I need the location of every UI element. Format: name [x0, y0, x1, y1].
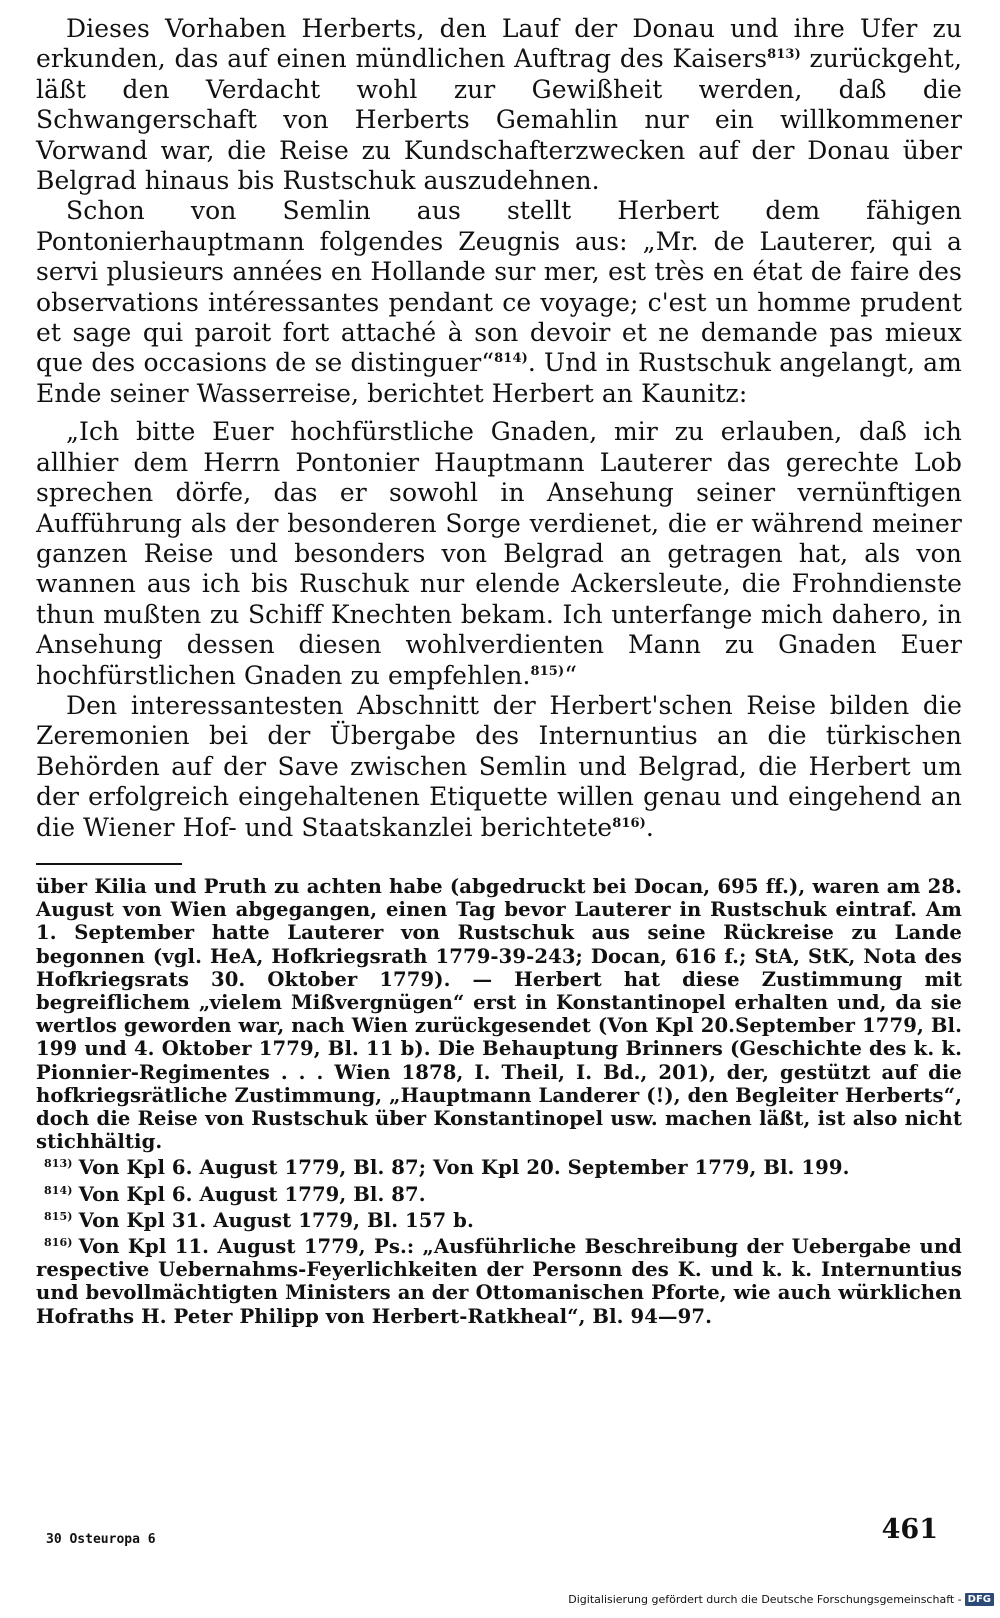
signature-mark: 30 Osteuropa 6	[46, 1532, 156, 1547]
page-body	[36, 14, 962, 1328]
footnote-815: $^{815)}$ Von Kpl 31. August 1779, Bl. 157 b.	[44, 1208, 474, 1232]
footnote-ref-814: 814)	[494, 351, 528, 367]
footnote-814: $^{814)}$ Von Kpl 6. August 1779, Bl. 87.	[44, 1182, 426, 1206]
footnote-continuation: über Kilia und Pruth zu achten habe (abgedruckt bei Docan, 695 ff.), waren am 28. August von Wien abgegangen, einen Tag bevor Lauterer in Rustschuk eintraf. Am 1. September hatte Lauterer von Rustschuk aus seine Rückreise zu Lande begonnen (vgl. HeA, Hofkriegsrath 1779-39-243; Docan, 616 f.; StA, StK, Nota des Hofkriegsrats 30. Oktober 1779). — Herbert hat diese Zustimmung mit begreiflichem „vielem Mißvergnügen“ erst in Konstantinopel erhalten und, da sie wertlos geworden war, nach Wien zurückgesendet (Von Kpl 20.September 1779, Bl. 199 und 4. Oktober 1779, Bl. 11 b). Die Behauptung Brinners (Geschichte des k. k. Pionnier-Regimentes . . . Wien 1878, I. Theil, I. Bd., 201), der, gestützt auf die hofkriegsrätliche Zustimmung, „Hauptmann Landerer (!), den Begleiter Herberts“, doch die Reise von Rustschuk über Konstantinopel usw. machen läßt, ist also nicht stichhältig.	[36, 874, 962, 1154]
page-number: 461	[881, 1514, 938, 1545]
paragraph-1: Dieses Vorhaben Herberts, den Lauf der Donau und ihre Ufer zu erkunden, das auf einen mündlichen Auftrag des Kaisers$^{813)}$ zurückgeht, läßt den Verdacht wohl zur Gewißheit werden, daß die Schwangerschaft von Herberts Gemahlin nur ein willkommener Vorwand war, die Reise zu Kundschafterzwecken auf der Donau über Belgrad hinaus bis Rustschuk auszudehnen.	[36, 14, 962, 196]
footnote-ref-815: 815)	[530, 663, 565, 679]
paragraph-2: Schon von Semlin aus stellt Herbert dem fähigen Pontonierhauptmann folgendes Zeugnis aus: „Mr. de Lauterer, qui a servi plusieurs années en Hollande sur mer, est très en état de faire des observations intéressantes pendant ce voyage; c'est un homme prudent et sage qui paroit fort attaché à son devoir et ne demande pas mieux que des occasions de se distinguer“$^{814)}$. Und in Rustschuk angelangt, am Ende seiner Wasserreise, berichtet Herbert an Kaunitz:	[36, 196, 962, 408]
main-text	[36, 14, 962, 843]
digitization-notice	[568, 1593, 994, 1606]
footnote-divider	[36, 863, 182, 865]
digitization-text: Digitalisierung gefördert durch die Deutsche Forschungsgemeinschaft -	[568, 1593, 962, 1606]
footnotes	[36, 875, 962, 1328]
footnote-816: $^{816)}$ Von Kpl 11. August 1779, Ps.: „Ausführliche Beschreibung der Uebergabe und respective Uebernahms-Feyerlichkeiten der Personn des K. und k. k. Internuntius und bevollmächtigten Ministers an der Ottomanischen Pforte, wie auch würklichen Hofraths H. Peter Philipp von Herbert-Ratkheal“, Bl. 94—97.	[36, 1235, 962, 1328]
footnote-ref-813: 813)	[767, 47, 801, 63]
footnote-813: $^{813)}$ Von Kpl 6. August 1779, Bl. 87; Von Kpl 20. September 1779, Bl. 199.	[44, 1156, 850, 1180]
dfg-logo-icon: DFG	[965, 1593, 994, 1606]
quote-paragraph: „Ich bitte Euer hochfürstliche Gnaden, mir zu erlauben, daß ich allhier dem Herrn Pontonier Hauptmann Lauterer das gerechte Lob sprechen dörfe, das er sowohl in Ansehung seiner vernünftigen Aufführung als der besonderen Sorge verdienet, die er während meiner ganzen Reise und besonders von Belgrad an getragen hat, als von wannen aus ich bis Ruschuk nur elende Ackersleute, die Frohndienste thun mußten zu Schiff Knechten bekam. Ich unterfange mich dahero, in Ansehung dessen diesen wohlverdienten Mann zu Gnaden Euer hochfürstlichen Gnaden zu empfehlen.$^{815)}$“	[36, 417, 962, 690]
footnote-ref-816: 816)	[612, 815, 646, 831]
paragraph-4: Den interessantesten Abschnitt der Herbert'schen Reise bilden die Zeremonien bei der Übergabe des Internuntius an die türkischen Behörden auf der Save zwischen Semlin und Belgrad, die Herbert um der erfolgreich eingehaltenen Etiquette willen genau und eingehend an die Wiener Hof- und Staatskanzlei berichtete$^{816)}$.	[36, 690, 962, 842]
